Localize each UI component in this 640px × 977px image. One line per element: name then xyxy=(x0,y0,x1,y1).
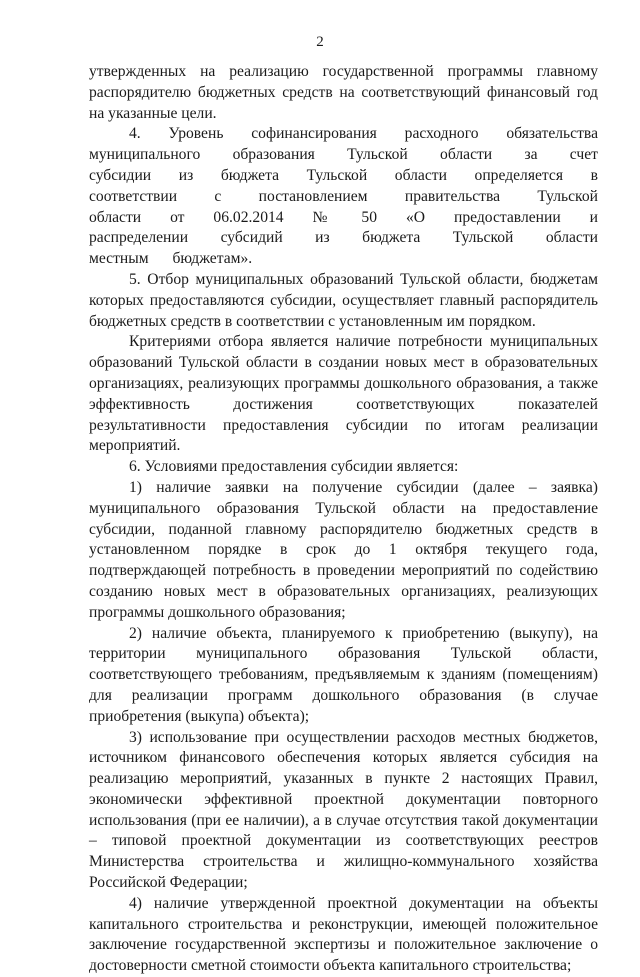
paragraph-item-5: 5. Отбор муниципальных образований Тульской области, бюджетам которых предоставляются субсидии, осуществляет главный распорядитель бюджетных средств в соответствии с установленным им порядком. xyxy=(89,270,598,330)
paragraph-condition-4: 4) наличие утвержденной проектной документации на объекты капитального строительства и реконструкции, имеющей положительное заключение государственной экспертизы и положительное заключение о достоверности сметной стоимости объекта капитального строительства; xyxy=(89,894,598,975)
paragraph-selection-criteria: Критериями отбора является наличие потребности муниципальных образований Тульской области в создании новых мест в образовательных организациях, реализующих программы дошкольного образования, а также эффективность достижения соответствующих показателей результативности предоставления субсидии по итогам реализации мероприятий. xyxy=(89,333,598,455)
paragraph-item-4: 4. Уровень софинансирования расходного обязательства муниципального образования Тульской области за счет субсидии из бюджета Тульской области определяется в соответствии с постановлением правительства Тульской области от 06.02.2014 № 50 «О предоставлении и распределении субсидий из бюджета Тульской области местным бюджетам». xyxy=(89,125,598,268)
page-number: 2 xyxy=(316,34,324,50)
paragraph-item-6: 6. Условиями предоставления субсидии является: xyxy=(129,458,459,476)
paragraph-condition-3: 3) использование при осуществлении расходов местных бюджетов, источником финансового обеспечения которых является субсидия на реализацию мероприятий, указанных в пункте 2 настоящих Правил, экономически эффективной проектной документации повторного использования (при ее наличии), а в случае отсутствия такой документации – типовой проектной документации из соответствующих реестров Министерства строительства и жилищно-коммунального хозяйства Российской Федерации; xyxy=(89,728,598,892)
document-body xyxy=(89,62,598,977)
paragraph-condition-2: 2) наличие объекта, планируемого к приобретению (выкупу), на территории муниципального образования Тульской области, соответствующего требованиям, предъявляемым к зданиям (помещениям) для реализации программ дошкольного образования (в случае приобретения (выкупа) объекта); xyxy=(89,624,598,725)
paragraph-continuation: утвержденных на реализацию государственной программы главному распорядителю бюджетных средств на соответствующий финансовый год на указанные цели. xyxy=(89,63,598,122)
paragraph-condition-1: 1) наличие заявки на получение субсидии (далее – заявка) муниципального образования Тульской области на предоставление субсидии, поданной главному распорядителю бюджетных средств в установленном порядке в срок до 1 октября текущего года, подтверждающей потребность в проведении мероприятий по содействию созданию новых мест в образовательных организациях, реализующих программы дошкольного образования; xyxy=(89,478,598,621)
